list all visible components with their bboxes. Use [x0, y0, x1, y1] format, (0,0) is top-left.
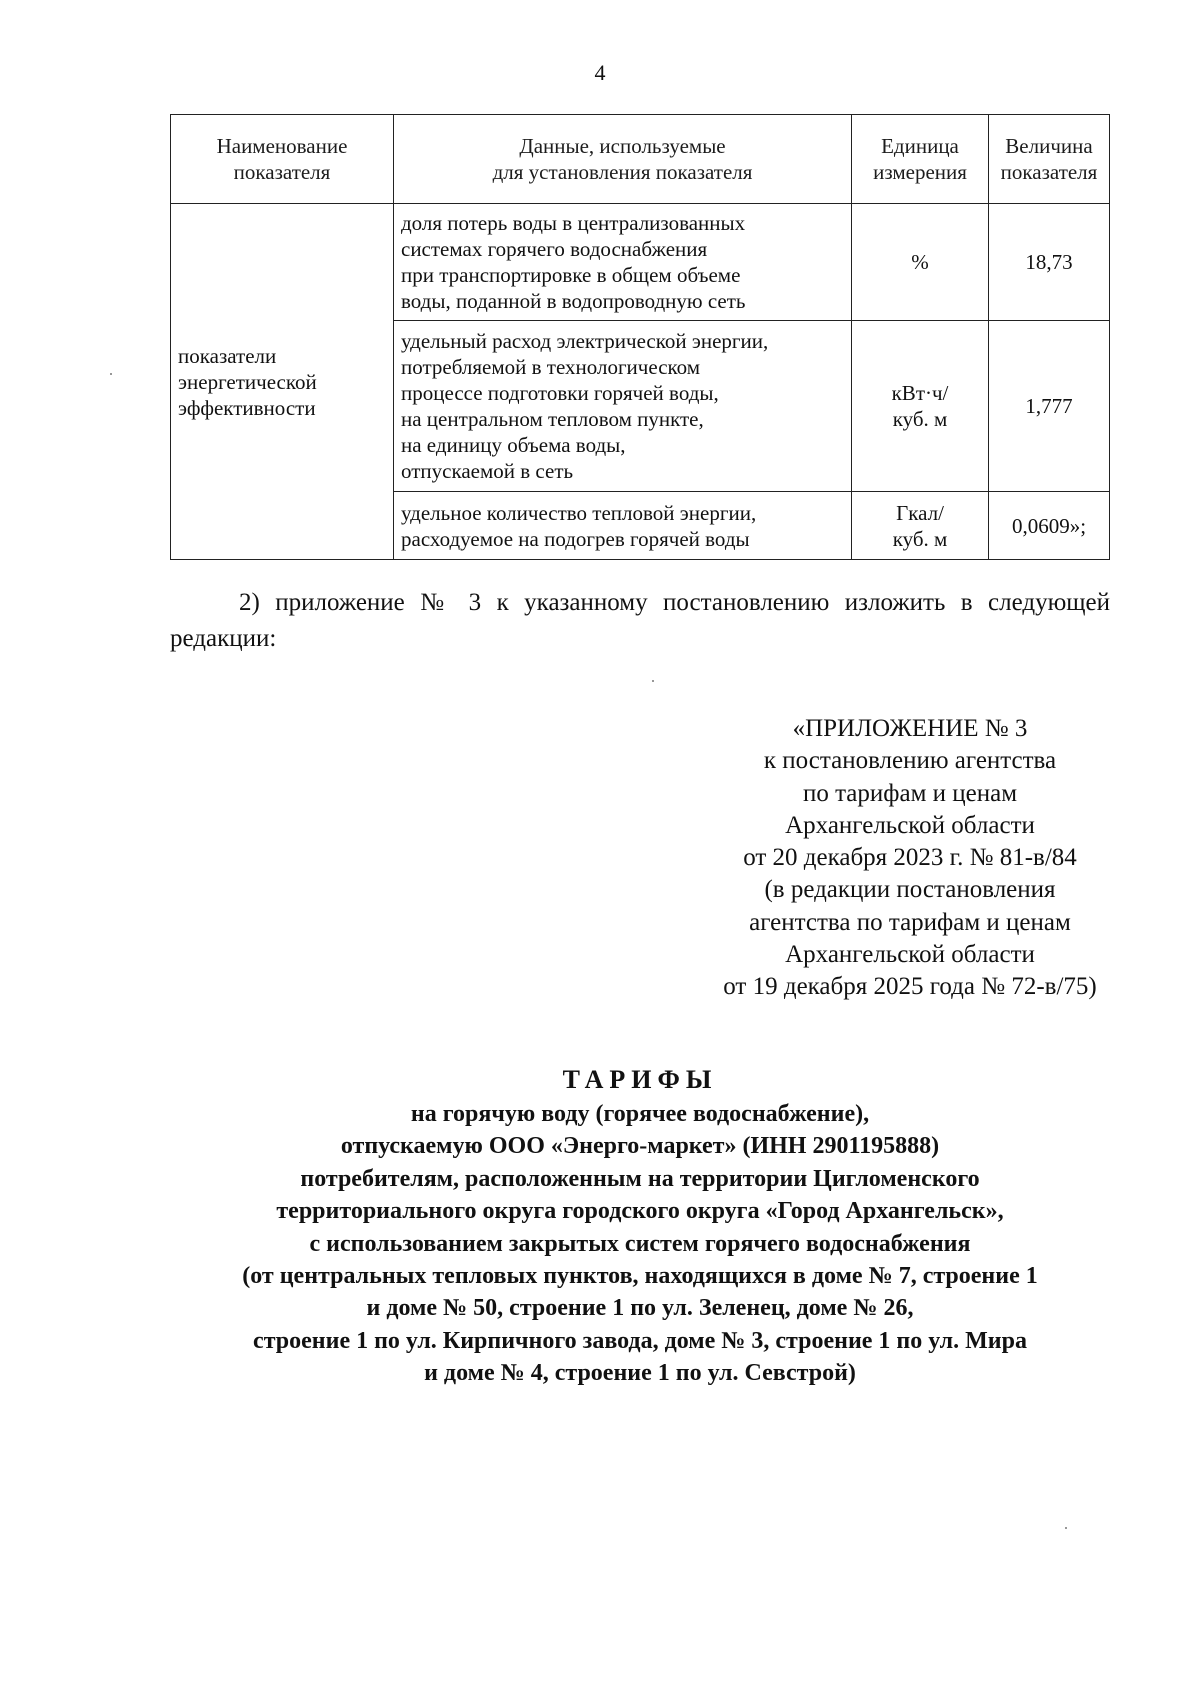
row-value-cell: 0,0609»;	[989, 492, 1110, 560]
header-value: Величина показателя	[989, 115, 1110, 204]
scan-speck	[652, 680, 654, 682]
row-value-cell: 1,777	[989, 321, 1110, 492]
appendix-line: по тарифам и ценам	[802, 779, 1018, 807]
appendix-line: (в редакции постановления	[764, 876, 1056, 904]
header-data: Данные, используемые для установления показателя	[394, 115, 852, 204]
appendix-line: Архангельской области	[785, 941, 1035, 969]
tariff-subtitle-line: строение 1 по ул. Кирпичного завода, доме № 3, строение 1 по ул. Мира	[253, 1327, 1027, 1354]
appendix-line: от 20 декабря 2023 г. № 81-в/84	[743, 844, 1077, 872]
indicators-table	[170, 114, 1110, 560]
row-unit-cell: %	[852, 204, 989, 321]
table-header-row	[171, 115, 1110, 204]
page-number: 4	[594, 60, 606, 85]
row-data-cell: удельное количество тепловой энергии, расходуемое на подогрев горячей воды	[394, 492, 852, 560]
scan-speck	[110, 373, 112, 375]
header-indicator-name: Наименование показателя	[171, 115, 394, 204]
tariff-title: ТАРИФЫ	[562, 1065, 718, 1094]
table-row	[171, 204, 1110, 321]
tariff-subtitle-line: на горячую воду (горячее водоснабжение),	[410, 1101, 870, 1127]
row-data-cell: удельный расход электрической энергии, потребляемой в технологическом процессе подготовки горячей воды, на центральном тепловом пункте, на единицу объема воды, отпускаемой в сеть	[394, 321, 852, 492]
tariff-subtitle-line: и доме № 50, строение 1 по ул. Зеленец, доме № 26,	[366, 1295, 914, 1322]
appendix-line: к постановлению агентства	[763, 747, 1057, 775]
appendix-line: агентства по тарифам и ценам	[749, 908, 1071, 936]
tariff-subtitle-line: отпускаемую ООО «Энерго-маркет» (ИНН 2901195888)	[340, 1133, 940, 1160]
appendix-line: от 19 декабря 2025 года № 72-в/75)	[723, 973, 1097, 1001]
tariff-subtitle-line: с использованием закрытых систем горячего водоснабжения	[309, 1230, 971, 1257]
row-unit-cell: кВт·ч/ куб. м	[852, 321, 989, 492]
tariff-subtitle-line: и доме № 4, строение 1 по ул. Севстрой)	[424, 1360, 856, 1387]
tariff-subtitle-line: (от центральных тепловых пунктов, находящихся в доме № 7, строение 1	[242, 1263, 1038, 1290]
header-unit: Единица измерения	[852, 115, 989, 204]
amendment-paragraph: 2) приложение № 3 к указанному постановлению изложить в следующей редакции:	[170, 589, 1110, 652]
tariff-subtitle-line: потребителям, расположенным на территории Цигломенского	[300, 1165, 980, 1192]
appendix-header	[660, 713, 1160, 1004]
row-data-cell: доля потерь воды в централизованных системах горячего водоснабжения при транспортировке в общем объеме воды, поданной в водопроводную сеть	[394, 204, 852, 321]
scan-speck	[1065, 1527, 1067, 1529]
row-value-cell: 18,73	[989, 204, 1110, 321]
group-name-cell: показатели энергетической эффективности	[171, 204, 394, 560]
row-unit-cell: Гкал/ куб. м	[852, 492, 989, 560]
tariff-subtitle-line: территориального округа городского округа «Город Архангельск»,	[276, 1198, 1004, 1225]
tariff-heading	[150, 1062, 1130, 1390]
appendix-line: Архангельской области	[785, 811, 1035, 839]
appendix-line: «ПРИЛОЖЕНИЕ № 3	[792, 715, 1028, 742]
